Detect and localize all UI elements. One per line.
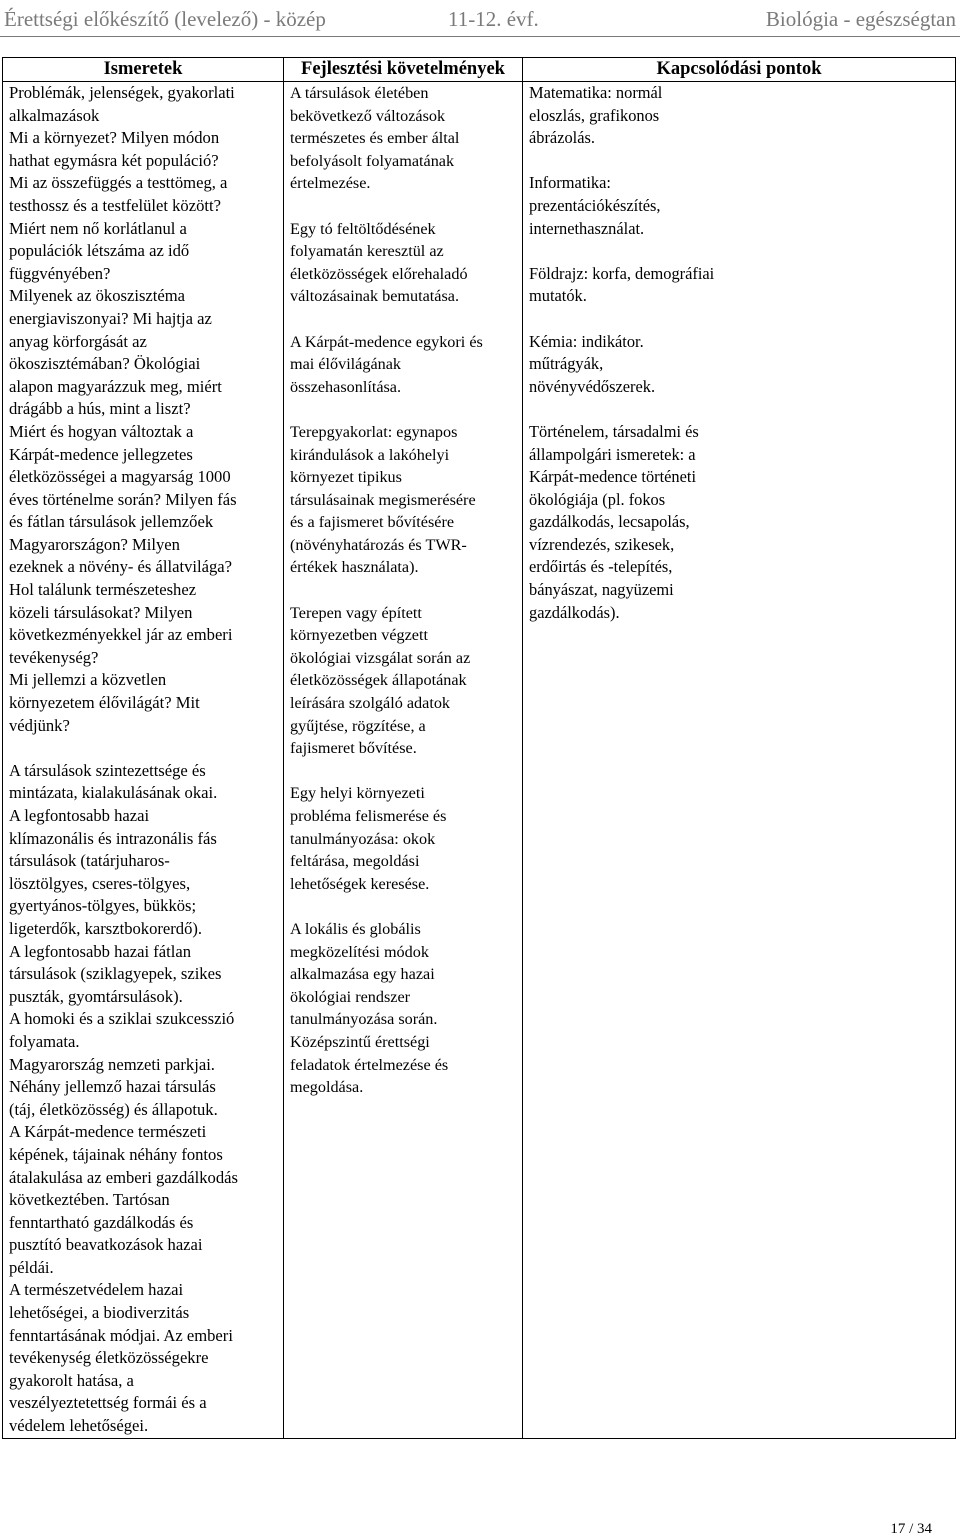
page-header <box>0 0 960 37</box>
text-block: Egy helyi környezeti probléma felismerése és tanulmányozása: okok feltárása, megoldási lehetőségek keresése. <box>290 784 447 893</box>
text-block: Matematika: normál eloszlás, grafikonos ábrázolás. <box>529 83 663 148</box>
text-block: Földrajz: korfa, demográfiai mutatók. <box>529 263 715 306</box>
text-block: A társulások életében bekövetkező változások természetes és ember által befolyásolt folyamatának értelmezése. <box>290 84 460 193</box>
cell-fejlesztesi <box>284 82 523 1439</box>
cell-kapcsolodasi <box>523 82 956 1439</box>
text-block: Terepen vagy épített környezetben végzett ökológiai vizsgálat során az életközösségek állapotának leírására szolgáló adatok gyűjtése, rögzítése, a fajismeret bővítése. <box>290 603 471 758</box>
header-grade: 11-12. évf. <box>448 7 539 31</box>
column-header-kapcsolodasi: Kapcsolódási pontok <box>523 58 956 82</box>
column-header-fejlesztesi: Fejlesztési követelmények <box>284 58 523 82</box>
cell-ismeretek <box>3 82 284 1439</box>
table-row <box>3 82 956 1439</box>
text-block: Problémák, jelenségek, gyakorlati alkalmazások Mi a környezet? Milyen módon hathat egymásra két populáció? Mi az összefüggés a testtömeg, a testhossz és a testfelület között? Miért nem nő korlátlanul a populációk létszáma az idő függvényében? Milyenek az ökoszisztéma energiaviszonyai? Mi hajtja az anyag körforgását az ökoszisztémában? Ökológiai alapon magyarázzuk meg, miért drágább a hús, mint a liszt? Miért és hogyan változtak a Kárpát-medence jellegzetes életközösségei a magyarság 1000 éves történelme során? Milyen fás és fátlan társulások jellemzőek Magyarországon? Milyen ezeknek a növény- és állatvilága? Hol találunk természeteshez közeli társulásokat? Milyen következményekkel jár az emberi tevékenység? Mi jellemzi a közvetlen környezetem élővilágát? Mit védjünk? <box>9 83 237 735</box>
header-subject: Biológia - egészségtan <box>765 7 956 31</box>
page-number: 17 / 34 <box>890 1521 932 1537</box>
text-block: Történelem, társadalmi és állampolgári ismeretek: a Kárpát-medence történeti ökológiája (pl. fokos gazdálkodás, lecsapolás, vízrendezés, szikesek, erdőirtás és -telepítés, bányászat, nagyüzemi gazdálkodás). <box>529 421 699 622</box>
text-block: A Kárpát-medence egykori és mai élővilágának összehasonlítása. <box>290 332 483 396</box>
curriculum-table <box>2 57 956 1439</box>
text-block: Egy tó feltöltődésének folyamatán keresztül az életközösségek előrehaladó változásainak bemutatása. <box>290 219 468 306</box>
text-block: A lokális és globális megközelítési módok alkalmazása egy hazai ökológiai rendszer tanulmányozása során. Középszintű érettségi feladatok értelmezése és megoldása. <box>290 919 449 1097</box>
text-block: Informatika: prezentációkészítés, internethasználat. <box>529 173 661 238</box>
text-block: Terepgyakorlat: egynapos kirándulások a lakóhelyi környezet tipikus társulásainak megismerésére és a fajismeret bővítésére (növényhatározás és TWR- értékek használata). <box>290 422 476 577</box>
text-block: A társulások szintezettsége és mintázata, kialakulásának okai. A legfontosabb hazai klímazonális és intrazonális fás társulások (tatárjuharos- lösztölgyes, cseres-tölgyes, gyertyános-tölgyes, bükkös; ligeterdők, karsztbokorerdő). A legfontosabb hazai fátlan társulások (sziklagyepek, szikes puszták, gyomtársulások). A homoki és a sziklai szukcesszió folyamata. Magyarország nemzeti parkjai. Néhány jellemző hazai társulás (táj, életközösség) és állapotuk. A Kárpát-medence természeti képének, tájainak néhány fontos átalakulása az emberi gazdálkodás következtében. Tartósan fenntartható gazdálkodás és pusztító beavatkozások hazai példái. A természetvédelem hazai lehetőségei, a biodiverzitás fenntartásának módjai. Az emberi tevékenység életközösségekre gyakorolt hatása, a veszélyeztetettség formái és a védelem lehetőségei. <box>9 760 238 1436</box>
header-course-title: Érettségi előkészítő (levelező) - közép <box>4 7 326 31</box>
table-header-row <box>3 58 956 82</box>
column-header-ismeretek: Ismeretek <box>3 58 284 82</box>
text-block: Kémia: indikátor. műtrágyák, növényvédőszerek. <box>529 331 656 396</box>
